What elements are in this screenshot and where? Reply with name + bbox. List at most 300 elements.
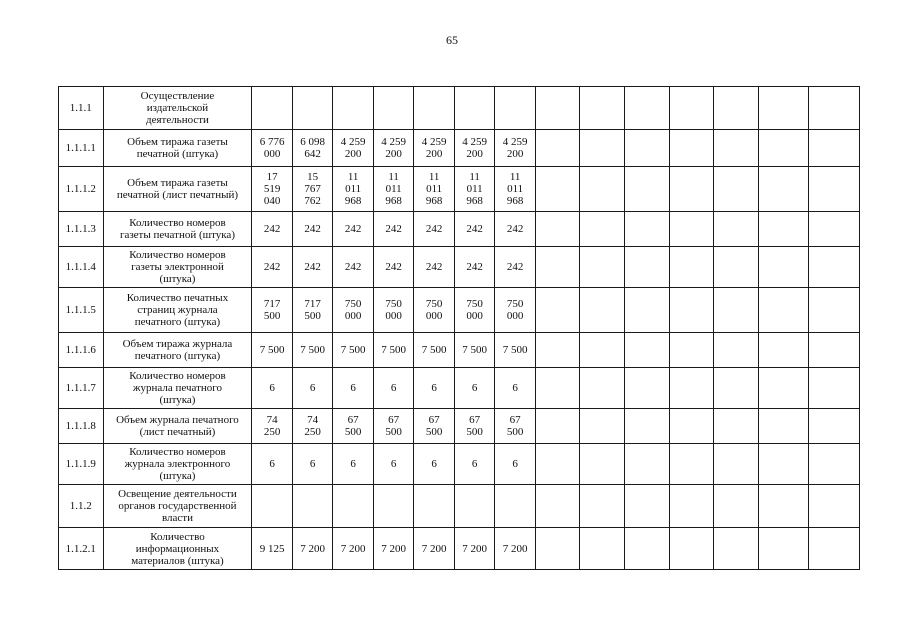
value-cell [495,528,536,570]
value-cell [414,212,455,247]
row-name [103,87,252,130]
empty-cell [669,485,714,528]
value-cell [292,444,333,485]
row-name-line: Количество [150,530,205,543]
table-row [59,485,860,528]
value-cell [414,333,455,368]
value-line: 200 [506,148,524,160]
empty-cell [809,288,860,333]
value-cell [292,167,333,212]
value-cell [333,212,374,247]
row-name [103,212,252,247]
value-line: 7 500 [462,344,488,356]
empty-cell [624,409,669,444]
value-cell [414,130,455,167]
value-line: 000 [385,310,402,322]
value-cell [454,485,495,528]
row-code: 1.1.1.6 [59,333,104,368]
value-line: 500 [304,310,321,322]
value-cell [495,212,536,247]
value-cell [373,212,414,247]
table-row [59,212,860,247]
row-name [103,288,252,333]
empty-cell [669,87,714,130]
empty-cell [758,485,809,528]
value-cell [252,130,293,167]
row-name-line: Объем тиража журнала [122,338,233,350]
value-line: 200 [385,148,402,160]
value-cell [454,212,495,247]
value-line: 242 [263,223,281,235]
empty-cell [580,409,625,444]
value-cell [292,87,333,130]
row-name-line: материалов (штука) [131,554,224,567]
empty-cell [580,130,625,167]
value-line: 7 200 [300,542,326,555]
value-cell [373,368,414,409]
value-cell [414,288,455,333]
value-line: 4 259 [502,136,528,148]
value-cell [373,528,414,570]
value-line: 500 [385,426,402,438]
row-name [103,167,252,212]
value-cell [373,288,414,333]
value-cell [292,247,333,288]
value-line: 717 [263,298,281,310]
value-line: 11 [509,171,521,183]
empty-cell [624,333,669,368]
value-cell [252,87,293,130]
value-line: 250 [304,426,321,438]
value-cell [495,368,536,409]
value-cell [292,333,333,368]
value-cell [495,167,536,212]
value-line: 968 [466,195,483,207]
empty-cell [714,485,759,528]
empty-cell [809,87,860,130]
row-name-line: деятельности [145,114,209,126]
value-line: 6 [431,382,437,394]
value-cell [333,167,374,212]
empty-cell [758,409,809,444]
value-line: 242 [304,223,321,235]
empty-cell [535,409,580,444]
row-code: 1.1.1.3 [59,212,104,247]
value-cell [333,444,374,485]
value-line: 6 [390,382,397,394]
value-line: 242 [344,261,362,273]
empty-cell [535,288,580,333]
value-cell [414,444,455,485]
value-cell [414,167,455,212]
value-cell [292,485,333,528]
value-line: 6 [309,382,316,394]
value-cell [495,333,536,368]
value-line: 968 [506,195,524,207]
value-line: 242 [466,223,483,235]
value-line: 642 [304,148,321,160]
value-line: 000 [263,148,281,160]
value-line: 6 [350,382,356,394]
empty-cell [580,212,625,247]
row-name [103,247,252,288]
row-name-line: власти [161,512,193,524]
row-name [103,485,252,528]
value-cell [333,485,374,528]
table-row [59,167,860,212]
value-cell [454,528,495,570]
table-row [59,247,860,288]
value-line: 762 [304,195,321,207]
value-line: 011 [426,183,443,195]
value-line: 6 [512,382,518,394]
value-line: 7 500 [259,344,285,356]
value-line: 7 500 [502,344,528,356]
row-name [103,409,252,444]
row-name [103,333,252,368]
row-code: 1.1.2.1 [59,528,104,570]
value-cell [495,288,536,333]
value-line: 7 500 [300,344,326,356]
empty-cell [535,444,580,485]
empty-cell [809,409,860,444]
empty-cell [580,288,625,333]
row-name-line: журнала печатного [132,382,223,394]
empty-cell [580,167,625,212]
value-cell [252,368,293,409]
value-line: 250 [263,426,281,438]
row-name-line: (штука) [159,394,196,406]
value-line: 500 [263,310,281,322]
value-line: 500 [344,426,362,438]
indicators-table [58,86,860,570]
value-cell [333,288,374,333]
row-name-line: Освещение деятельности [118,488,237,500]
empty-cell [669,409,714,444]
value-cell [495,130,536,167]
value-cell [252,444,293,485]
empty-cell [758,288,809,333]
row-name-line: газеты печатной (штука) [119,229,235,241]
value-line: 6 [269,458,275,470]
value-line: 011 [507,183,524,195]
row-name-line: Количество печатных [126,292,229,304]
value-line: 242 [466,261,483,273]
value-cell [495,485,536,528]
value-line: 4 259 [421,136,447,148]
value-line: 200 [344,148,362,160]
row-name-line: Объем тиража газеты [127,177,228,189]
value-line: 6 [309,458,316,470]
empty-cell [809,212,860,247]
empty-cell [535,212,580,247]
value-line: 67 [469,414,481,426]
row-code: 1.1.1.7 [59,368,104,409]
empty-cell [669,130,714,167]
empty-cell [758,130,809,167]
empty-cell [809,247,860,288]
empty-cell [714,87,759,130]
empty-cell [714,212,759,247]
empty-cell [809,528,860,570]
empty-cell [624,485,669,528]
value-line: 767 [304,183,321,195]
value-cell [495,409,536,444]
empty-cell [809,167,860,212]
value-line: 4 259 [462,136,488,148]
value-cell [454,87,495,130]
row-name-line: Осуществление [140,90,215,102]
row-name-line: Количество номеров [129,249,226,261]
value-cell [454,167,495,212]
empty-cell [714,528,759,570]
row-name-line: печатной (штука) [136,148,219,160]
value-cell [292,288,333,333]
value-line: 9 125 [259,542,285,555]
value-line: 6 [512,458,518,470]
row-name-line: Количество номеров [129,217,226,229]
value-cell [414,368,455,409]
value-line: 6 776 [259,136,285,148]
empty-cell [758,333,809,368]
value-cell [495,87,536,130]
table-row [59,130,860,167]
value-line: 67 [428,414,440,426]
value-cell [414,485,455,528]
value-line: 6 [431,458,437,470]
value-cell [252,288,293,333]
value-line: 242 [344,223,362,235]
row-code: 1.1.1.2 [59,167,104,212]
value-line: 11 [388,171,399,183]
empty-cell [669,288,714,333]
empty-cell [758,212,809,247]
value-line: 11 [347,171,359,183]
value-line: 6 098 [300,136,326,148]
value-line: 7 500 [421,344,447,356]
row-name [103,130,252,167]
value-line: 500 [466,426,483,438]
value-line: 67 [509,414,521,426]
empty-cell [669,333,714,368]
value-cell [252,333,293,368]
empty-cell [714,130,759,167]
value-cell [333,368,374,409]
row-name-line: Объем тиража газеты [127,136,228,148]
row-name-line: (штука) [159,470,196,482]
value-line: 6 [471,382,478,394]
value-line: 000 [425,310,443,322]
value-line: 000 [506,310,524,322]
value-line: 500 [506,426,524,438]
value-line: 17 [266,171,278,183]
value-cell [252,485,293,528]
row-name-line: издательской [146,102,209,114]
value-cell [333,130,374,167]
empty-cell [624,212,669,247]
empty-cell [535,247,580,288]
value-line: 7 200 [421,542,447,555]
value-cell [495,247,536,288]
empty-cell [758,528,809,570]
value-cell [292,212,333,247]
row-code: 1.1.2 [59,485,104,528]
value-cell [252,247,293,288]
empty-cell [809,333,860,368]
value-cell [292,409,333,444]
row-code: 1.1.1.4 [59,247,104,288]
value-line: 4 259 [381,136,407,148]
value-line: 6 [471,458,478,470]
value-line: 000 [344,310,362,322]
value-cell [373,444,414,485]
value-cell [373,409,414,444]
empty-cell [669,167,714,212]
row-name [103,528,252,570]
row-name-line: (лист печатный) [139,426,216,438]
value-line: 011 [345,183,362,195]
row-name-line: журнала электронного [124,458,231,470]
value-line: 242 [385,223,402,235]
row-code: 1.1.1.9 [59,444,104,485]
row-code: 1.1.1 [59,87,104,130]
empty-cell [669,212,714,247]
empty-cell [580,87,625,130]
value-cell [373,333,414,368]
value-line: 000 [466,310,483,322]
empty-cell [714,409,759,444]
table-row [59,368,860,409]
row-code: 1.1.1.5 [59,288,104,333]
empty-cell [714,368,759,409]
row-name-line: печатного (штука) [134,350,221,362]
empty-cell [624,368,669,409]
value-line: 242 [506,261,524,273]
row-name-line: страниц журнала [137,304,218,316]
row-name [103,444,252,485]
value-line: 750 [466,298,483,310]
value-line: 011 [385,183,402,195]
table-row [59,87,860,130]
empty-cell [714,247,759,288]
row-name [103,368,252,409]
value-line: 4 259 [340,136,366,148]
value-line: 67 [388,414,400,426]
row-name-line: Объем журнала печатного [116,414,239,426]
row-name-line: органов государственной [118,500,237,512]
value-cell [252,167,293,212]
value-cell [454,130,495,167]
empty-cell [669,444,714,485]
value-line: 968 [385,195,402,207]
row-name-line: Количество номеров [129,446,226,458]
empty-cell [535,528,580,570]
value-cell [373,247,414,288]
empty-cell [758,368,809,409]
value-cell [333,333,374,368]
value-line: 6 [269,382,275,394]
row-code: 1.1.1.8 [59,409,104,444]
value-line: 500 [425,426,443,438]
empty-cell [758,167,809,212]
value-cell [292,368,333,409]
empty-cell [758,444,809,485]
empty-cell [580,368,625,409]
value-cell [414,409,455,444]
value-cell [454,288,495,333]
value-cell [454,409,495,444]
value-cell [414,528,455,570]
table-row [59,409,860,444]
value-line: 7 200 [502,542,528,555]
value-line: 11 [469,171,480,183]
value-line: 7 200 [462,542,488,555]
value-cell [414,87,455,130]
empty-cell [624,167,669,212]
value-line: 750 [506,298,524,310]
row-code: 1.1.1.1 [59,130,104,167]
value-line: 74 [307,414,319,426]
value-line: 040 [263,195,281,207]
table-row [59,333,860,368]
value-line: 242 [425,223,443,235]
value-cell [252,212,293,247]
value-line: 242 [385,261,402,273]
table-row [59,528,860,570]
value-line: 67 [347,414,359,426]
value-cell [333,247,374,288]
value-line: 519 [263,183,281,195]
empty-cell [809,130,860,167]
value-line: 242 [425,261,443,273]
empty-cell [669,247,714,288]
value-cell [414,247,455,288]
value-cell [373,87,414,130]
empty-cell [809,368,860,409]
value-cell [454,444,495,485]
empty-cell [714,444,759,485]
value-line: 968 [425,195,443,207]
value-line: 968 [344,195,362,207]
empty-cell [809,485,860,528]
row-name-line: информационных [135,542,220,555]
empty-cell [669,528,714,570]
value-cell [373,130,414,167]
empty-cell [535,368,580,409]
empty-cell [535,87,580,130]
value-cell [252,528,293,570]
value-line: 750 [344,298,362,310]
row-name-line: печатного (штука) [134,316,221,328]
empty-cell [714,333,759,368]
value-line: 242 [304,261,321,273]
empty-cell [580,485,625,528]
row-name-line: Количество номеров [129,370,226,382]
empty-cell [624,130,669,167]
value-line: 7 500 [340,344,366,356]
empty-cell [624,87,669,130]
empty-cell [758,87,809,130]
value-cell [252,409,293,444]
value-line: 7 200 [340,542,366,555]
value-line: 11 [428,171,440,183]
value-line: 7 500 [381,344,407,356]
empty-cell [535,130,580,167]
empty-cell [624,528,669,570]
value-cell [292,528,333,570]
value-cell [333,409,374,444]
value-line: 242 [263,261,281,273]
